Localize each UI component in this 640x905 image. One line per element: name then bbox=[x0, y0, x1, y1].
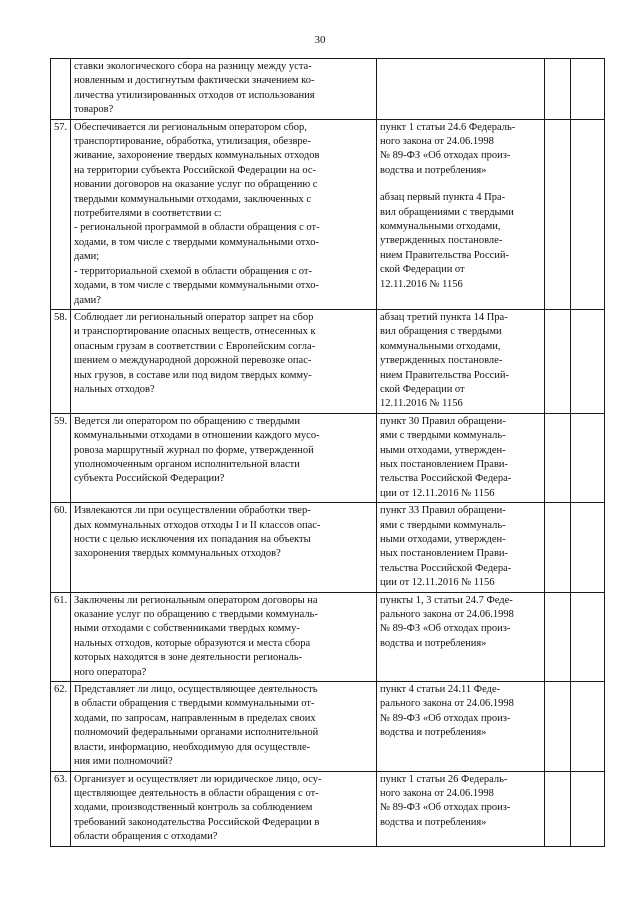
reference-line: ных постановлением Прави- bbox=[380, 548, 509, 560]
question-line: области обращения с отходами? bbox=[74, 831, 218, 843]
question-line: товаров? bbox=[74, 104, 114, 116]
question-line: живание, захоронение твердых коммунальных отходов bbox=[74, 150, 320, 162]
question-line: - региональной программой в области обращения с от- bbox=[74, 222, 320, 234]
note-cell[interactable] bbox=[571, 309, 605, 413]
question-line: оказание услуг по обращению с твердыми коммуналь- bbox=[74, 609, 318, 621]
table-row bbox=[51, 682, 605, 771]
checklist-table-body bbox=[51, 59, 605, 847]
question-line: Заключены ли региональным оператором договоры на bbox=[74, 594, 318, 606]
legal-reference-cell bbox=[377, 682, 545, 771]
row-number: 62. bbox=[51, 682, 71, 771]
reference-line: № 89-ФЗ «Об отходах произ- bbox=[380, 150, 511, 162]
reference-line: нием Правительства Россий- bbox=[380, 249, 510, 261]
reference-line: ции от 12.11.2016 № 1156 bbox=[380, 577, 495, 589]
reference-line: ного закона от 24.06.1998 bbox=[380, 787, 494, 799]
reference-line: пункт 1 статьи 24.6 Федераль- bbox=[380, 121, 516, 133]
question-line: ходами, по запросам, направленным в пределах своих bbox=[74, 712, 316, 724]
question-line: шением о международной дорожной перевозке опас- bbox=[74, 355, 312, 367]
question-line: ния ими полномочий? bbox=[74, 756, 173, 768]
reference-line: абзац первый пункта 4 Пра- bbox=[380, 192, 506, 204]
question-line: захоронения твердых коммунальных отходов? bbox=[74, 548, 281, 560]
page-number: 30 bbox=[314, 34, 326, 46]
reference-line: абзац третий пункта 14 Пра- bbox=[380, 311, 508, 323]
note-cell[interactable] bbox=[571, 503, 605, 592]
question-line: и транспортирование опасных веществ, отнесенных к bbox=[74, 326, 316, 338]
question-line: дых коммунальных отходов отходы I и II классов опас- bbox=[74, 519, 321, 531]
legal-reference-cell bbox=[377, 503, 545, 592]
table-row bbox=[51, 119, 605, 309]
answer-cell[interactable] bbox=[545, 119, 571, 309]
legal-reference-cell bbox=[377, 309, 545, 413]
question-line: которых находятся в зоне деятельности региональ- bbox=[74, 652, 303, 664]
reference-line: 12.11.2016 № 1156 bbox=[380, 278, 463, 290]
question-line: ществляющее деятельность в области обращения с от- bbox=[74, 787, 319, 799]
question-line: уполномоченным органом исполнительной власти bbox=[74, 458, 300, 470]
question-line: ровоза маршрутный журнал по форме, утвержденной bbox=[74, 444, 314, 456]
question-line: власти, информацию, необходимую для осуществле- bbox=[74, 741, 311, 753]
question-line: ходами, в том числе с твердыми коммунальными отхо- bbox=[74, 280, 319, 292]
question-line: ного оператора? bbox=[74, 666, 147, 678]
question-cell bbox=[71, 119, 377, 309]
question-line: ными отходами с собственниками твердых комму- bbox=[74, 623, 300, 635]
question-line: в области обращения с твердыми коммунальными от- bbox=[74, 698, 315, 710]
answer-cell[interactable] bbox=[545, 59, 571, 120]
row-number: 63. bbox=[51, 771, 71, 846]
reference-line: ской Федерации от bbox=[380, 383, 465, 395]
reference-line: № 89-ФЗ «Об отходах произ- bbox=[380, 623, 511, 635]
question-cell bbox=[71, 59, 377, 120]
legal-reference-cell bbox=[377, 771, 545, 846]
note-cell[interactable] bbox=[571, 592, 605, 681]
reference-line: водства и потребления» bbox=[380, 637, 487, 649]
row-number bbox=[51, 59, 71, 120]
reference-line: рального закона от 24.06.1998 bbox=[380, 609, 514, 621]
question-line: нальных отходов? bbox=[74, 383, 155, 395]
question-line: новании договоров на оказание услуг по обращению с bbox=[74, 179, 318, 191]
question-line: потребителями в соответствии с: bbox=[74, 208, 222, 220]
answer-cell[interactable] bbox=[545, 413, 571, 502]
reference-line: ями с твердыми коммуналь- bbox=[380, 519, 506, 531]
note-cell[interactable] bbox=[571, 119, 605, 309]
question-line: коммунальными отходами в отношении каждого мусо- bbox=[74, 430, 320, 442]
reference-line: тельства Российской Федера- bbox=[380, 473, 512, 485]
legal-reference-cell bbox=[377, 119, 545, 309]
question-line: Обеспечивается ли региональным оператором сбор, bbox=[74, 121, 307, 133]
reference-line: ции от 12.11.2016 № 1156 bbox=[380, 487, 495, 499]
reference-line: утвержденных постановле- bbox=[380, 355, 503, 367]
question-line: ходами, в том числе с твердыми коммунальными отхо- bbox=[74, 236, 319, 248]
question-cell bbox=[71, 771, 377, 846]
reference-line: пункт 33 Правил обращени- bbox=[380, 505, 506, 517]
reference-line: вил обращениями с твердыми bbox=[380, 206, 514, 218]
question-line: личества утилизированных отходов от использования bbox=[74, 89, 315, 101]
table-row bbox=[51, 592, 605, 681]
question-line: ных грузов, в составе или под видом твердых комму- bbox=[74, 369, 312, 381]
legal-reference-cell bbox=[377, 59, 545, 120]
reference-line: ных постановлением Прави- bbox=[380, 458, 509, 470]
question-line: Ведется ли оператором по обращению с твердыми bbox=[74, 415, 300, 427]
question-line: нальных отходов, которые образуются и места сбора bbox=[74, 637, 311, 649]
table-row bbox=[51, 413, 605, 502]
question-line: Организует и осуществляет ли юридическое лицо, осу- bbox=[74, 773, 322, 785]
reference-line: ными отходами, утвержден- bbox=[380, 534, 506, 545]
answer-cell[interactable] bbox=[545, 682, 571, 771]
reference-line: водства и потребления» bbox=[380, 816, 487, 828]
question-cell bbox=[71, 682, 377, 771]
question-line: опасным грузам в соответствии с Европейским согла- bbox=[74, 340, 316, 352]
reference-line: пункт 30 Правил обращени- bbox=[380, 415, 506, 427]
reference-line: ской Федерации от bbox=[380, 264, 465, 276]
row-number: 57. bbox=[51, 119, 71, 309]
reference-line: нием Правительства Россий- bbox=[380, 369, 510, 381]
reference-line: № 89-ФЗ «Об отходах произ- bbox=[380, 712, 511, 724]
question-line: Представляет ли лицо, осуществляющее деятельность bbox=[74, 684, 318, 696]
note-cell[interactable] bbox=[571, 771, 605, 846]
row-number: 58. bbox=[51, 309, 71, 413]
answer-cell[interactable] bbox=[545, 592, 571, 681]
answer-cell[interactable] bbox=[545, 309, 571, 413]
question-line: Соблюдает ли региональный оператор запрет на сбор bbox=[74, 311, 314, 323]
question-line: на территории субъекта Российской Федерации на ос- bbox=[74, 164, 317, 176]
reference-line: ного закона от 24.06.1998 bbox=[380, 136, 494, 148]
question-cell bbox=[71, 592, 377, 681]
note-cell[interactable] bbox=[571, 682, 605, 771]
legal-reference-cell bbox=[377, 413, 545, 502]
note-cell[interactable] bbox=[571, 413, 605, 502]
reference-line: пункт 1 статьи 26 Федераль- bbox=[380, 773, 508, 785]
question-cell bbox=[71, 309, 377, 413]
reference-line: тельства Российской Федера- bbox=[380, 562, 512, 574]
reference-line: пункт 4 статьи 24.11 Феде- bbox=[380, 684, 501, 696]
reference-line: ями с твердыми коммуналь- bbox=[380, 430, 506, 442]
reference-line: 12.11.2016 № 1156 bbox=[380, 398, 463, 410]
row-number: 60. bbox=[51, 503, 71, 592]
question-line: дами? bbox=[74, 294, 101, 306]
reference-line: коммунальными отходами, bbox=[380, 340, 501, 352]
row-number: 61. bbox=[51, 592, 71, 681]
reference-line: водства и потребления» bbox=[380, 727, 487, 739]
table-row bbox=[51, 503, 605, 592]
question-line: транспортирование, обработка, утилизация, обезвре- bbox=[74, 136, 311, 148]
question-line: твердыми коммунальными отходами, заключенных с bbox=[74, 193, 312, 205]
question-line: - территориальной схемой в области обращения с от- bbox=[74, 265, 312, 277]
reference-line: ными отходами, утвержден- bbox=[380, 444, 506, 456]
reference-line: водства и потребления» bbox=[380, 164, 487, 176]
question-line: субъекта Российской Федерации? bbox=[74, 473, 225, 485]
checklist-table bbox=[50, 58, 605, 847]
question-line: ности с целью исключения их попадания на объекты bbox=[74, 534, 311, 545]
question-cell bbox=[71, 413, 377, 502]
answer-cell[interactable] bbox=[545, 503, 571, 592]
reference-line: утвержденных постановле- bbox=[380, 235, 503, 247]
question-line: дами; bbox=[74, 251, 100, 263]
table-row bbox=[51, 771, 605, 846]
reference-line: № 89-ФЗ «Об отходах произ- bbox=[380, 802, 511, 814]
row-number: 59. bbox=[51, 413, 71, 502]
table-row bbox=[51, 309, 605, 413]
answer-cell[interactable] bbox=[545, 771, 571, 846]
question-line: новленным и достигнутым фактически значением ко- bbox=[74, 75, 315, 87]
question-line: ходами, производственный контроль за соблюдением bbox=[74, 802, 313, 814]
question-line: полномочий федеральными органами исполнительной bbox=[74, 727, 319, 739]
question-line: Извлекаются ли при осуществлении обработки твер- bbox=[74, 505, 311, 517]
reference-line: пункты 1, 3 статьи 24.7 Феде- bbox=[380, 594, 513, 606]
question-cell bbox=[71, 503, 377, 592]
legal-reference-cell bbox=[377, 592, 545, 681]
reference-spacer bbox=[380, 178, 541, 191]
reference-line: вил обращения с твердыми bbox=[380, 326, 502, 338]
reference-line: рального закона от 24.06.1998 bbox=[380, 698, 514, 710]
note-cell[interactable] bbox=[571, 59, 605, 120]
table-row bbox=[51, 59, 605, 120]
reference-line: коммунальными отходами, bbox=[380, 221, 501, 233]
question-line: требований законодательства Российской Федерации в bbox=[74, 816, 320, 828]
question-line: ставки экологического сбора на разницу между уста- bbox=[74, 61, 312, 72]
